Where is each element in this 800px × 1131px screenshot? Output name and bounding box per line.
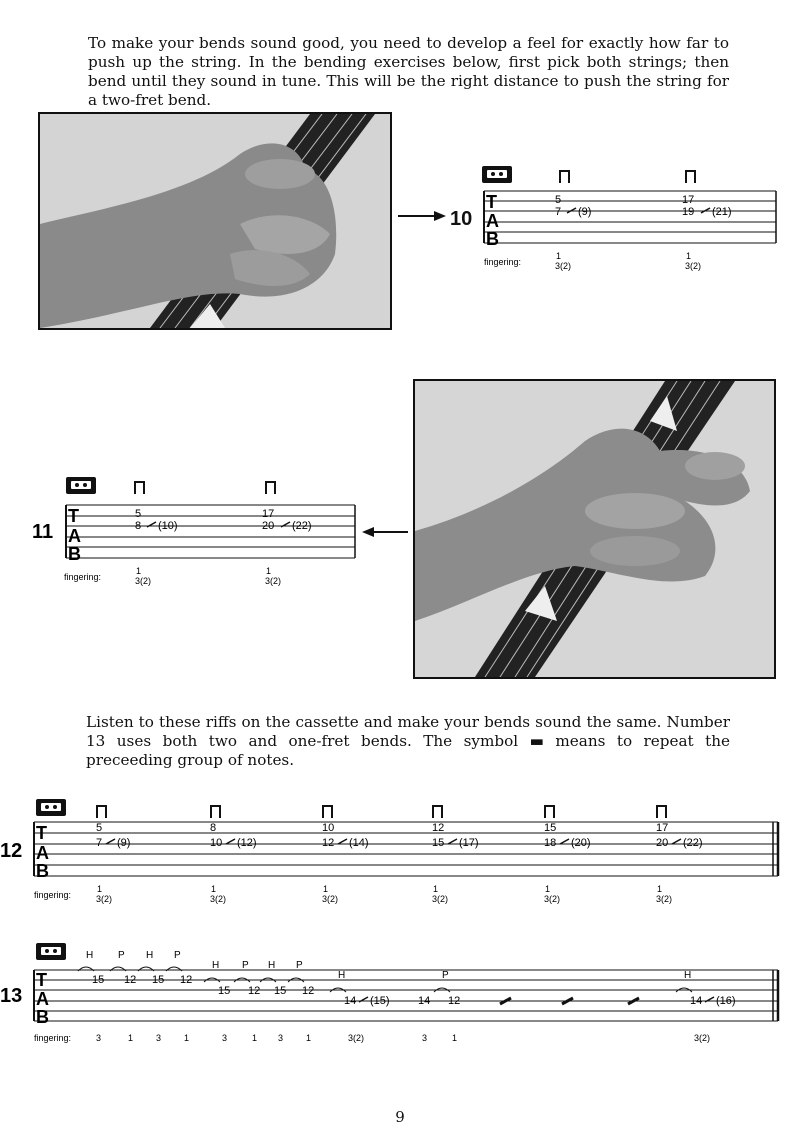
tab-exercise-12 bbox=[0, 796, 790, 908]
fingering: 3 bbox=[156, 1033, 162, 1043]
articulation-mark: P bbox=[442, 970, 449, 981]
exercise-number: 10 bbox=[450, 208, 473, 230]
cassette-icon bbox=[36, 943, 66, 960]
svg-text:11: 11 bbox=[32, 521, 54, 543]
tab-note: 15 bbox=[218, 985, 231, 997]
svg-text:(10): (10) bbox=[158, 520, 178, 532]
svg-text:20: 20 bbox=[262, 520, 275, 532]
down-pick-icon bbox=[433, 806, 442, 818]
bend-mark bbox=[448, 839, 457, 844]
tab-note: 14 bbox=[690, 995, 703, 1007]
articulation-mark: H bbox=[86, 950, 94, 961]
fingering-top: 1 bbox=[545, 884, 551, 894]
tab-note: 12 bbox=[448, 995, 461, 1007]
svg-text:T: T bbox=[36, 823, 47, 843]
fingering-top: 1 bbox=[657, 884, 663, 894]
svg-text:5: 5 bbox=[135, 508, 142, 520]
fingering: 3 bbox=[278, 1033, 284, 1043]
down-pick-icon bbox=[545, 806, 554, 818]
svg-text:(22): (22) bbox=[292, 520, 312, 532]
tab-note: 12 bbox=[180, 974, 193, 986]
tab-note: 7 bbox=[96, 837, 103, 849]
tab-note: 10 bbox=[322, 822, 335, 834]
tab-note: 12 bbox=[302, 985, 315, 997]
bend-mark bbox=[106, 839, 115, 844]
svg-text:3(2): 3(2) bbox=[555, 261, 572, 271]
tab-note: 15 bbox=[152, 974, 165, 986]
svg-text:B: B bbox=[486, 229, 499, 249]
fingering: 1 bbox=[128, 1033, 134, 1043]
bend-target: (22) bbox=[683, 837, 703, 849]
articulation-mark: H bbox=[268, 960, 276, 971]
fingering: 3(2) bbox=[348, 1033, 365, 1043]
svg-text:fingering:: fingering: bbox=[484, 257, 522, 267]
svg-text:1: 1 bbox=[556, 251, 562, 261]
bend-target: (15) bbox=[370, 995, 390, 1007]
articulation-mark: P bbox=[174, 950, 181, 961]
svg-text:T: T bbox=[486, 192, 497, 212]
bend-target: (9) bbox=[117, 837, 131, 849]
bend-mark bbox=[560, 839, 569, 844]
svg-text:B: B bbox=[68, 544, 81, 564]
down-pick-icon bbox=[211, 806, 220, 818]
svg-text:17: 17 bbox=[682, 194, 695, 206]
svg-text:19: 19 bbox=[682, 206, 695, 218]
svg-text:1: 1 bbox=[686, 251, 692, 261]
svg-text:8: 8 bbox=[135, 520, 142, 532]
fingering-bottom: 3(2) bbox=[656, 894, 673, 904]
articulation-mark: P bbox=[242, 960, 249, 971]
cassette-icon bbox=[482, 166, 512, 183]
svg-text:3(2): 3(2) bbox=[135, 576, 152, 586]
fingering-top: 1 bbox=[323, 884, 329, 894]
svg-text:B: B bbox=[36, 861, 49, 881]
svg-text:1: 1 bbox=[136, 566, 142, 576]
tab-note: 10 bbox=[210, 837, 223, 849]
tab-note: 15 bbox=[432, 837, 445, 849]
articulation-mark: P bbox=[296, 960, 303, 971]
bend-target: (20) bbox=[571, 837, 591, 849]
fingering-top: 1 bbox=[433, 884, 439, 894]
tab-note: 8 bbox=[210, 822, 217, 834]
svg-text:3(2): 3(2) bbox=[265, 576, 282, 586]
down-pick-icon bbox=[323, 806, 332, 818]
fingering: 3 bbox=[222, 1033, 228, 1043]
svg-text:A: A bbox=[36, 989, 49, 1009]
svg-text:fingering:: fingering: bbox=[34, 890, 72, 900]
fingering-bottom: 3(2) bbox=[544, 894, 561, 904]
articulation-mark: H bbox=[684, 970, 692, 981]
svg-text:17: 17 bbox=[262, 508, 275, 520]
bend-mark bbox=[338, 839, 347, 844]
articulation-mark: H bbox=[146, 950, 154, 961]
fingering-bottom: 3(2) bbox=[210, 894, 227, 904]
fingering-bottom: 3(2) bbox=[96, 894, 113, 904]
svg-text:5: 5 bbox=[555, 194, 562, 206]
svg-text:12: 12 bbox=[0, 840, 23, 862]
tab-note: 17 bbox=[656, 822, 669, 834]
down-pick-icon bbox=[560, 171, 569, 183]
right-arrow-icon bbox=[398, 209, 446, 223]
svg-text:T: T bbox=[36, 970, 47, 990]
svg-text:fingering:: fingering: bbox=[64, 572, 102, 582]
left-arrow-icon bbox=[362, 525, 408, 539]
bend-target: (14) bbox=[349, 837, 369, 849]
fingering: 3 bbox=[96, 1033, 102, 1043]
tab-note: 15 bbox=[92, 974, 105, 986]
tab-note: 12 bbox=[248, 985, 261, 997]
articulation-mark: H bbox=[338, 970, 346, 981]
tab-exercise-13 bbox=[0, 940, 790, 1050]
bend-mark bbox=[226, 839, 235, 844]
tab-note: 5 bbox=[96, 822, 103, 834]
fingering: 3(2) bbox=[694, 1033, 711, 1043]
svg-text:1: 1 bbox=[266, 566, 272, 576]
svg-text:(21): (21) bbox=[712, 206, 732, 218]
svg-text:A: A bbox=[68, 526, 81, 546]
bend-target: (17) bbox=[459, 837, 479, 849]
tab-note: 20 bbox=[656, 837, 669, 849]
intro-paragraph: To make your bends sound good, you need to develop a feel for exactly how far to push up the string. In the bending exercises below, first pick both strings; then bend until they sound in tune. This will be the right distance to push the string for a two-fret bend. bbox=[88, 34, 729, 109]
tab-note: 12 bbox=[432, 822, 445, 834]
svg-text:(9): (9) bbox=[578, 206, 592, 218]
tab-note: 14 bbox=[344, 995, 357, 1007]
fingering: 1 bbox=[252, 1033, 258, 1043]
tab-note: 15 bbox=[544, 822, 557, 834]
articulation-mark: P bbox=[118, 950, 125, 961]
hand-bend-photo-2 bbox=[413, 379, 776, 679]
fingering: 3 bbox=[422, 1033, 428, 1043]
fingering: 1 bbox=[184, 1033, 190, 1043]
svg-text:A: A bbox=[486, 211, 499, 231]
fingering-top: 1 bbox=[97, 884, 103, 894]
fingering: 1 bbox=[452, 1033, 458, 1043]
bend-target: (12) bbox=[237, 837, 257, 849]
articulation-mark: H bbox=[212, 960, 220, 971]
tab-note: 12 bbox=[124, 974, 137, 986]
tab-exercise-10 bbox=[448, 163, 788, 273]
svg-text:13: 13 bbox=[0, 985, 23, 1007]
tab-note: 14 bbox=[418, 995, 431, 1007]
page-number: 9 bbox=[395, 1108, 405, 1126]
down-pick-icon bbox=[97, 806, 106, 818]
svg-text:7: 7 bbox=[555, 206, 562, 218]
bend-target: (16) bbox=[716, 995, 736, 1007]
tab-exercise-11 bbox=[30, 474, 360, 589]
svg-text:A: A bbox=[36, 843, 49, 863]
svg-text:fingering:: fingering: bbox=[34, 1033, 72, 1043]
bend-mark bbox=[672, 839, 681, 844]
hand-bend-photo-1 bbox=[38, 112, 392, 330]
cassette-icon bbox=[36, 799, 66, 816]
tab-note: 18 bbox=[544, 837, 557, 849]
svg-text:B: B bbox=[36, 1007, 49, 1027]
fingering-top: 1 bbox=[211, 884, 217, 894]
fingering-bottom: 3(2) bbox=[322, 894, 339, 904]
down-pick-icon bbox=[657, 806, 666, 818]
cassette-icon bbox=[66, 477, 96, 494]
fingering-bottom: 3(2) bbox=[432, 894, 449, 904]
riffs-paragraph: Listen to these riffs on the cassette and make your bends sound the same. Number 13 uses both two and one-fret bends. The symbol ▬ means to repeat the preceeding group of notes. bbox=[86, 713, 730, 769]
fingering: 1 bbox=[306, 1033, 312, 1043]
tab-note: 12 bbox=[322, 837, 335, 849]
svg-text:3(2): 3(2) bbox=[685, 261, 702, 271]
tab-note: 15 bbox=[274, 985, 287, 997]
svg-text:T: T bbox=[68, 506, 79, 526]
